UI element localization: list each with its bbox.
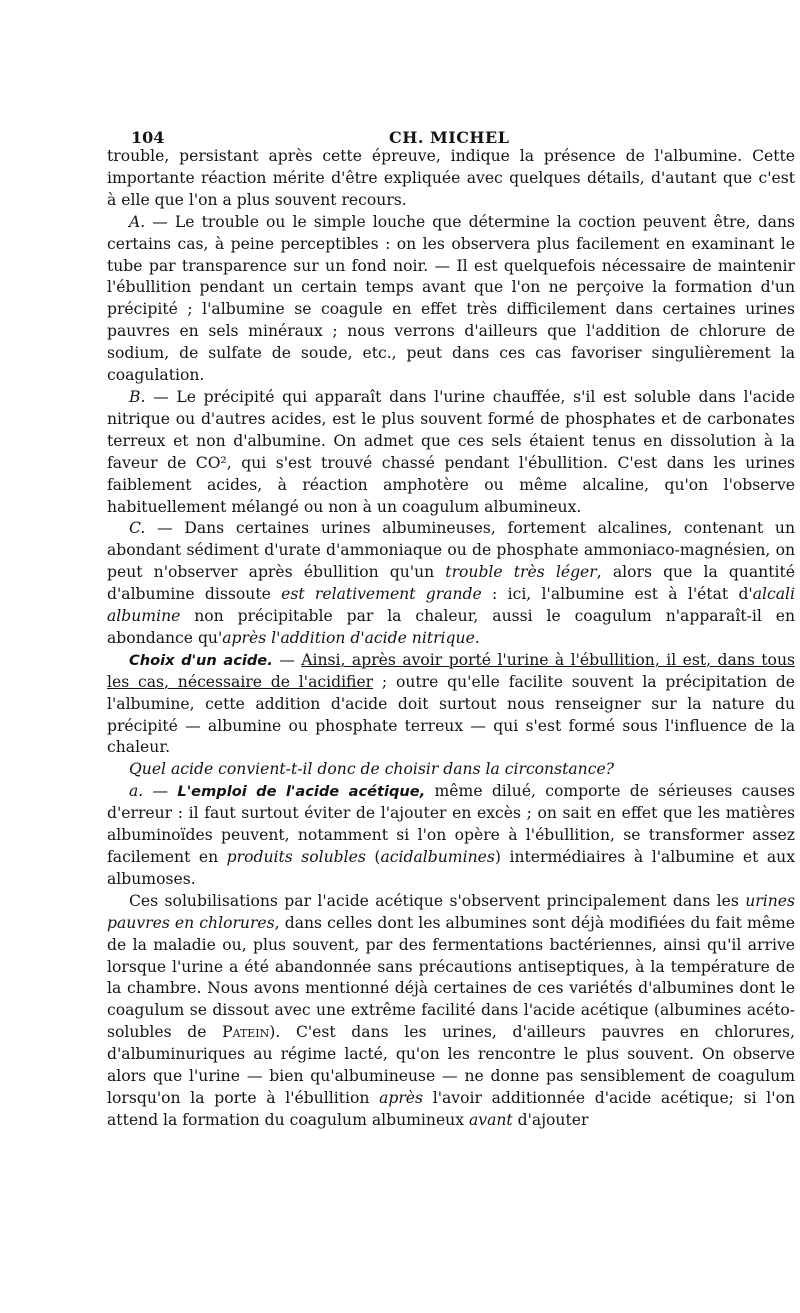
paragraph-text: , alors que la quantité d'albumine dissoute xyxy=(107,563,795,604)
paragraph-label: C. xyxy=(129,519,146,538)
paragraph-intro: trouble, persistant après cette épreuve, indique la présence de l'albumine. Cette importante réaction mérite d'être expliquée avec quelques détails, d'autant que c'est à elle que l'on a plus souvent recours. xyxy=(107,147,795,209)
paragraph-text: — xyxy=(272,650,302,669)
paragraph-text: ) intermédiaires à l'albumine et aux albumoses. xyxy=(107,848,796,888)
paragraph-text: , dans celles dont les albumines sont déjà modifiées du fait même de la maladie ou, plus souvent, par des fermentations bactériennes, ainsi qu'il arrive lorsque l'urine a été abandonnée sans précautions antiseptiques, à la température de la chambre. Nous avons mentionné déjà certaines de ces variétés d'albumines dont le coagulum se dissout avec une extrême facilité dans l'acide acétique (albumines acéto-solubles de xyxy=(107,913,796,1042)
paragraph-text: — Le trouble ou le simple louche que détermine la coction peuvent être, dans certains cas, à peine perceptibles : on les observera plus facilement en examinant le tube par transparence sur un fond noir. — Il est quelquefois nécessaire de maintenir l'ébullition pendant un certain temps avant que l'on ne perçoive la formation d'un précipité ; l'albumine se coagule en effet très difficilement dans certaines urines pauvres en sels minéraux ; nous verrons d'ailleurs que l'addition de chlorure de sodium, de sulfate de soude, etc., peut dans ces cas favoriser singulièrement la coagulation. xyxy=(107,212,795,385)
document-page xyxy=(107,116,795,1132)
paragraph-text: d'ajouter xyxy=(512,1110,589,1129)
italic-question: Quel acide convient-t-il donc de choisir dans la circonstance? xyxy=(129,760,615,779)
paragraph-choix-acide xyxy=(107,650,795,760)
paragraph-text: — Dans certaines urines albumineuses, fortement alcalines, contenant un abondant sédiment d'urate d'ammoniaque ou de phosphate ammoniaco-magnésien, on peut n'observer après ébullition qu'un xyxy=(107,519,795,582)
paragraph-text: ). C'est dans les urines, d'ailleurs pauvres en chlorures, d'albuminuriques au régime lacté, qu'on les rencontre le plus souvent. On observe alors que l'urine — bien qu'albumineuse — ne donne pas sensiblement de coagulum lorsqu'on la porte à l'ébullition xyxy=(107,1023,795,1107)
paragraph-text: non précipitable par la chaleur, aussi le coagulum n'apparaît-il en abondance qu' xyxy=(107,607,795,647)
paragraph-label: A. xyxy=(129,212,146,231)
paragraph-text: Ces solubilisations par l'acide acétique s'observent principalement dans les xyxy=(129,891,746,910)
italic-phrase: trouble très léger xyxy=(445,563,597,582)
paragraph-text: : ici, l'albumine est à l'état d' xyxy=(481,585,753,604)
paragraph-b-upper xyxy=(107,387,795,518)
italic-phrase: après xyxy=(379,1088,424,1107)
italic-phrase: est relativement grande xyxy=(281,585,482,604)
paragraph-label: B. xyxy=(129,387,146,406)
body-text xyxy=(107,146,795,1132)
italic-phrase: acidalbumines xyxy=(380,848,495,866)
italic-phrase: avant xyxy=(468,1110,513,1129)
subsection-heading: L'emploi de l'acide acétique, xyxy=(177,783,426,801)
italic-phrase: alcali albumine xyxy=(107,585,796,626)
italic-phrase: urines pauvres en chlorures xyxy=(107,891,795,932)
page-header xyxy=(107,116,795,146)
paragraph-text: . xyxy=(474,628,480,647)
italic-phrase: produits solubles xyxy=(226,848,366,866)
paragraph-text: — xyxy=(143,782,178,801)
italic-phrase: après l'addition d'acide nitrique xyxy=(222,628,475,647)
paragraph-text: — Le précipité qui apparaît dans l'urine chauffée, s'il est soluble dans l'acide nitrique ou d'autres acides, est le plus souvent formé de phosphates et de carbonates terreux et non d'albumine. On admet que ces sels étaient tenus en dissolution à la faveur de CO², qui s'est trouvé chassé pendant l'ébullition. C'est dans les urines faiblement acides, à réaction amphotère ou même alcaline, qu'on l'observe habituellement mélangé ou non à un coagulum albumineux. xyxy=(107,387,795,516)
page-number: 104 xyxy=(131,128,165,147)
paragraph-c-upper xyxy=(107,518,795,649)
paragraph-solubilisations xyxy=(107,891,795,1132)
paragraph-label: a. xyxy=(129,782,144,801)
paragraph-a-lower xyxy=(107,781,795,891)
paragraph-a-upper xyxy=(107,212,795,387)
section-heading: Choix d'un acide. xyxy=(129,651,273,669)
paragraph-text: ; outre qu'elle facilite souvent la précipitation de l'albumine, cette addition d'acide doit surtout nous renseigner sur la nature du précipité — albumine ou phosphate terreux — qui s'est formé sous l'influence de la chaleur. xyxy=(107,672,795,757)
author-name: Patein xyxy=(222,1023,270,1042)
paragraph-question xyxy=(107,759,795,781)
paragraph-text: même dilué, comporte de sérieuses causes d'erreur : il faut surtout éviter de l'ajouter en excès ; on sait en effet que les matières albuminoïdes peuvent, notamment si l'on opère à l'ébullition, se transformer assez facilement en xyxy=(107,782,795,866)
paragraph-text: l'avoir additionnée d'acide acétique; si l'on attend la formation du coagulum albumineux xyxy=(107,1088,795,1129)
running-head: CH. MICHEL xyxy=(389,128,510,147)
underlined-phrase: Ainsi, après avoir porté l'urine à l'ébullition, il est, dans tous les cas, nécessaire de l'acidifier xyxy=(107,650,795,691)
paragraph-text: ( xyxy=(365,848,381,866)
